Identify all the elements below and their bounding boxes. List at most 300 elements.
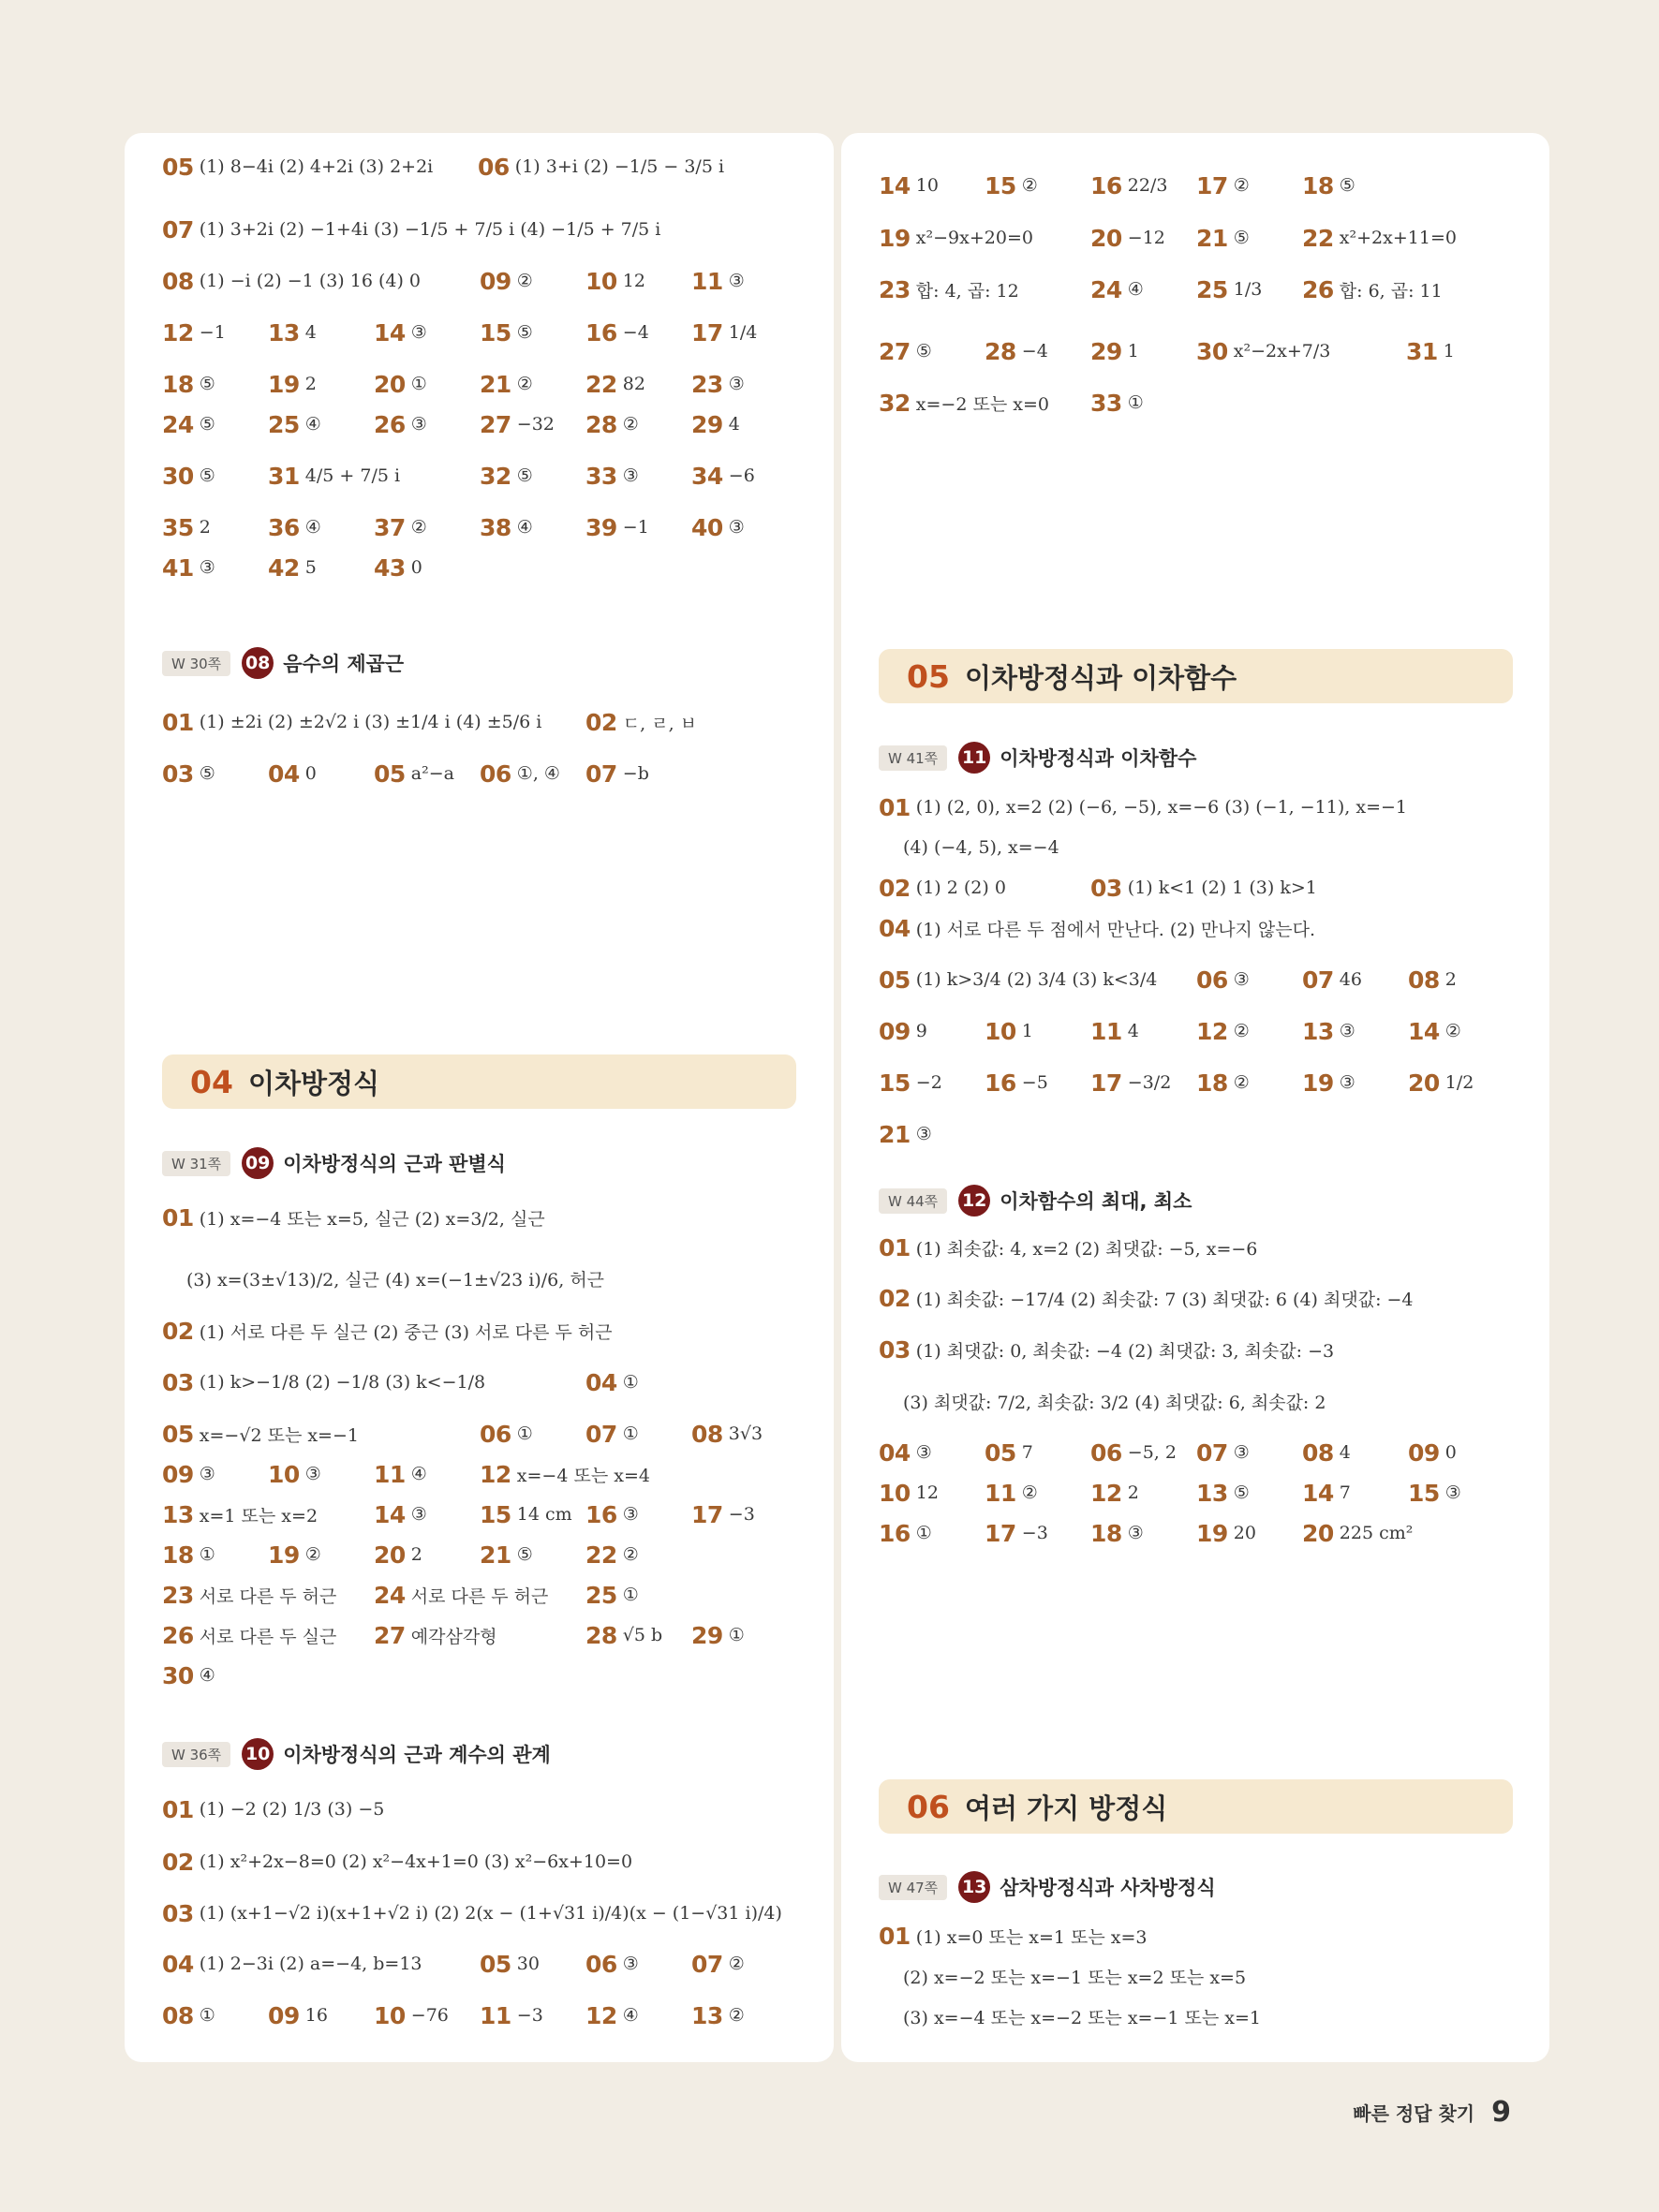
chapter-title: 이차방정식과 이차함수 — [964, 661, 1237, 694]
answer-item — [879, 907, 1315, 949]
answer-item — [268, 1995, 328, 2036]
answer-item — [903, 1380, 1326, 1422]
answer-text: −1 — [622, 517, 649, 538]
answer-item — [1302, 1472, 1351, 1513]
question-number: 33 — [585, 462, 617, 490]
answer-text: 225 cm² — [1339, 1523, 1414, 1543]
answer-text: ③ — [622, 1504, 639, 1525]
page-footer — [1353, 2096, 1511, 2129]
answer-item — [162, 455, 215, 496]
answer-text: 12 — [622, 271, 645, 291]
answer-text: 2 — [304, 374, 317, 394]
answer-text: 5 — [304, 557, 317, 578]
answer-text: ① — [199, 2005, 215, 2026]
question-number: 05 — [374, 759, 406, 788]
answer-item — [1196, 269, 1262, 310]
answer-text: −4 — [622, 322, 649, 343]
question-number: 14 — [1302, 1479, 1334, 1507]
answer-text: ⑤ — [1339, 175, 1355, 196]
answer-text: 4/5 + 7/5 i — [304, 465, 401, 486]
answer-text: 9 — [915, 1021, 927, 1041]
answer-item — [1090, 269, 1144, 310]
answer-text: (1) (x+1−√2 i)(x+1+√2 i) (2) 2(x − (1+√31 i)/4)(x − (1−√31 i)/4) — [199, 1903, 782, 1924]
answer-item — [374, 1615, 497, 1656]
answer-text: 0 — [304, 763, 317, 784]
question-number: 05 — [162, 153, 194, 181]
answer-text: √5 b — [622, 1625, 663, 1645]
answer-item — [879, 331, 932, 372]
answer-item — [1302, 1010, 1355, 1052]
answer-item — [585, 1995, 639, 2036]
answer-text: ② — [728, 1954, 745, 1974]
answer-item — [585, 1534, 639, 1575]
question-number: 21 — [1196, 224, 1228, 252]
answer-item — [903, 1955, 1246, 1997]
answer-item — [879, 165, 939, 206]
answer-text: (1) 최솟값: 4, x=2 (2) 최댓값: −5, x=−6 — [915, 1238, 1258, 1260]
answer-text: ⑤ — [199, 763, 215, 784]
answer-item — [1408, 1432, 1457, 1473]
answer-item — [879, 217, 1033, 258]
answer-item — [162, 1655, 215, 1696]
footer-label: 빠른 정답 찾기 — [1353, 2102, 1475, 2125]
question-number: 17 — [1090, 1069, 1122, 1097]
answer-item — [879, 867, 1006, 908]
answer-text: (1) ±2i (2) ±2√2 i (3) ±1/4 i (4) ±5/6 i — [199, 712, 542, 732]
answer-text: 82 — [622, 374, 645, 394]
question-number: 37 — [374, 513, 406, 541]
answer-text: 0 — [1444, 1442, 1457, 1463]
question-number: 07 — [162, 215, 194, 243]
answer-text: (1) 8−4i (2) 4+2i (3) 2+2i — [199, 156, 434, 177]
answer-text: −32 — [516, 414, 555, 435]
answer-text: ③ — [622, 1954, 639, 1974]
answer-text: ①, ④ — [516, 763, 560, 784]
answer-item — [585, 753, 649, 794]
section-header — [879, 1868, 1216, 1906]
question-number: 32 — [480, 462, 511, 490]
question-number: 04 — [268, 759, 300, 788]
answer-item — [162, 701, 541, 743]
answer-item — [1090, 1472, 1139, 1513]
question-number: 24 — [374, 1581, 406, 1609]
section-header — [162, 644, 404, 682]
answer-item — [985, 1010, 1033, 1052]
answer-text: ⑤ — [199, 414, 215, 435]
question-number: 03 — [162, 1899, 194, 1927]
question-number: 08 — [162, 267, 194, 295]
question-number: 26 — [162, 1621, 194, 1649]
question-number: 05 — [162, 1420, 194, 1448]
answer-item — [268, 312, 317, 353]
answer-item — [374, 1494, 427, 1535]
answer-text: ③ — [915, 1442, 932, 1463]
question-number: 20 — [374, 370, 406, 398]
answer-text: (1) 3+i (2) −1/5 − 3/5 i — [514, 156, 725, 177]
answer-item — [268, 1453, 321, 1495]
answer-item — [1090, 867, 1317, 908]
question-number: 11 — [1090, 1017, 1122, 1045]
answer-text: (1) 서로 다른 두 점에서 만난다. (2) 만나지 않는다. — [915, 919, 1316, 940]
answer-text: −76 — [410, 2005, 449, 2026]
answer-text: 4 — [728, 414, 740, 435]
question-number: 04 — [585, 1368, 617, 1396]
answer-item — [879, 1062, 942, 1103]
question-number: 14 — [1408, 1017, 1440, 1045]
answer-text: 2 — [410, 1544, 422, 1565]
answer-text: ③ — [199, 557, 215, 578]
answer-text: 서로 다른 두 실근 — [199, 1626, 337, 1647]
answer-item — [480, 363, 533, 405]
answer-item — [1302, 165, 1355, 206]
answer-item — [691, 1494, 755, 1535]
answer-item — [691, 1615, 745, 1656]
question-number: 31 — [268, 462, 300, 490]
answer-item — [879, 1329, 1334, 1370]
answer-item — [162, 1789, 384, 1830]
answer-item — [374, 312, 427, 353]
answer-text: −3 — [516, 2005, 543, 2026]
answer-text: −1 — [199, 322, 226, 343]
section-number-badge: 12 — [958, 1185, 990, 1217]
answer-text: ④ — [304, 517, 321, 538]
left-answer-panel — [125, 133, 834, 2062]
answer-item — [1196, 1432, 1250, 1473]
answer-item — [879, 1227, 1257, 1268]
question-number: 06 — [480, 759, 511, 788]
answer-text: (1) 최댓값: 0, 최솟값: −4 (2) 최댓값: 3, 최솟값: −3 — [915, 1340, 1335, 1362]
answer-text: ③ — [410, 1504, 427, 1525]
answer-item — [879, 787, 1407, 828]
answer-item — [691, 455, 755, 496]
answer-item — [268, 404, 321, 445]
question-number: 09 — [162, 1460, 194, 1488]
question-number: 03 — [879, 1335, 911, 1364]
answer-text: ③ — [1444, 1482, 1461, 1503]
answer-item — [162, 260, 421, 302]
answer-item — [480, 1995, 543, 2036]
answer-text: 4 — [1127, 1021, 1139, 1041]
answer-item — [879, 1432, 932, 1473]
question-number: 13 — [1302, 1017, 1334, 1045]
section-number-badge: 08 — [242, 647, 274, 679]
question-number: 04 — [162, 1950, 194, 1978]
answer-item — [585, 404, 639, 445]
answer-item — [1090, 382, 1144, 423]
answer-item — [374, 507, 427, 548]
question-number: 40 — [691, 513, 723, 541]
answer-item — [1408, 1472, 1461, 1513]
question-number: 17 — [691, 318, 723, 347]
question-number: 35 — [162, 513, 194, 541]
chapter-banner — [879, 649, 1513, 703]
page-reference-tag: W 47쪽 — [879, 1875, 947, 1900]
section-title: 이차방정식의 근과 계수의 관계 — [283, 1744, 551, 1766]
chapter-number: 05 — [907, 657, 950, 695]
question-number: 21 — [480, 1541, 511, 1569]
page-reference-tag: W 44쪽 — [879, 1188, 947, 1214]
question-number: 05 — [879, 966, 911, 994]
answer-item — [480, 260, 533, 302]
question-number: 12 — [1196, 1017, 1228, 1045]
answer-text: 예각삼각형 — [410, 1626, 497, 1647]
answer-text: ⑤ — [199, 465, 215, 486]
question-number: 15 — [1408, 1479, 1440, 1507]
question-number: 12 — [1090, 1479, 1122, 1507]
question-number: 20 — [1090, 224, 1122, 252]
answer-text: −3/2 — [1127, 1072, 1172, 1093]
section-number-badge: 13 — [958, 1871, 990, 1903]
question-number: 23 — [879, 275, 911, 303]
answer-item — [985, 165, 1038, 206]
section-header — [879, 739, 1196, 776]
answer-text: 46 — [1339, 969, 1362, 990]
question-number: 16 — [985, 1069, 1016, 1097]
answer-item — [879, 1472, 939, 1513]
answer-item — [374, 1453, 427, 1495]
answer-text: (1) 2 (2) 0 — [915, 877, 1006, 898]
answer-text: ⑤ — [1233, 1482, 1250, 1503]
answer-text: ③ — [1127, 1523, 1144, 1543]
answer-text: x=−2 또는 x=0 — [915, 393, 1049, 415]
answer-item — [162, 1893, 782, 1934]
question-number: 02 — [162, 1317, 194, 1345]
question-number: 09 — [879, 1017, 911, 1045]
answer-text: ③ — [304, 1464, 321, 1484]
question-number: 10 — [268, 1460, 300, 1488]
answer-item — [162, 1534, 215, 1575]
answer-text: 30 — [516, 1954, 540, 1974]
answer-item — [162, 1310, 613, 1351]
answer-text: 22/3 — [1127, 175, 1168, 196]
question-number: 03 — [162, 759, 194, 788]
question-number: 31 — [1406, 337, 1438, 365]
answer-item — [480, 753, 560, 794]
answer-text: (1) (2, 0), x=2 (2) (−6, −5), x=−6 (3) (−1, −11), x=−1 — [915, 797, 1407, 818]
answer-text: ③ — [1339, 1021, 1355, 1041]
answer-item — [480, 1494, 572, 1535]
answer-item — [1196, 331, 1330, 372]
answer-text: 14 cm — [516, 1504, 572, 1525]
answer-text: ① — [622, 1585, 639, 1605]
answer-text: ③ — [1339, 1072, 1355, 1093]
question-number: 14 — [374, 318, 406, 347]
answer-text: ③ — [622, 465, 639, 486]
answer-item — [903, 827, 1059, 868]
answer-item — [480, 455, 533, 496]
answer-text: (1) k>−1/8 (2) −1/8 (3) k<−1/8 — [199, 1372, 486, 1393]
answer-text: (1) −2 (2) 1/3 (3) −5 — [199, 1799, 385, 1820]
answer-item — [1302, 1512, 1413, 1554]
answer-item — [162, 1995, 215, 2036]
answer-item — [162, 1362, 485, 1403]
question-number: 06 — [585, 1950, 617, 1978]
question-number: 30 — [162, 462, 194, 490]
answer-item — [585, 1413, 639, 1454]
question-number: 09 — [268, 2001, 300, 2029]
answer-item — [374, 404, 427, 445]
question-number: 13 — [162, 1500, 194, 1528]
question-number: 12 — [162, 318, 194, 347]
answer-text: ⑤ — [1233, 228, 1250, 248]
question-number: 25 — [1196, 275, 1228, 303]
chapter-number: 06 — [907, 1788, 950, 1825]
question-number: 42 — [268, 553, 300, 582]
answer-text: (1) 3+2i (2) −1+4i (3) −1/5 + 7/5 i (4) −1/5 + 7/5 i — [199, 219, 661, 240]
answer-text: 1/3 — [1233, 279, 1263, 300]
answer-text: ① — [516, 1423, 533, 1444]
answer-item — [585, 363, 645, 405]
question-number: 10 — [985, 1017, 1016, 1045]
page-reference-tag: W 30쪽 — [162, 651, 230, 676]
answer-text: ② — [1021, 1482, 1038, 1503]
answer-item — [1302, 269, 1443, 310]
answer-item — [691, 363, 745, 405]
page-number: 9 — [1491, 2096, 1511, 2129]
answer-text: 2 — [199, 517, 211, 538]
question-number: 29 — [1090, 337, 1122, 365]
answer-item — [268, 507, 321, 548]
question-number: 04 — [879, 1438, 911, 1467]
answer-item — [374, 363, 427, 405]
answer-item — [1090, 1010, 1139, 1052]
chapter-banner — [162, 1054, 796, 1109]
question-number: 09 — [480, 267, 511, 295]
answer-text: ③ — [1233, 1442, 1250, 1463]
answer-item — [1090, 1512, 1144, 1554]
question-number: 21 — [879, 1120, 911, 1148]
answer-text: 1 — [1021, 1021, 1033, 1041]
answer-text: ① — [915, 1523, 932, 1543]
answer-text: 서로 다른 두 허근 — [199, 1585, 337, 1607]
answer-text: ② — [1021, 175, 1038, 196]
answer-item — [1196, 1062, 1250, 1103]
question-number: 17 — [691, 1500, 723, 1528]
answer-item — [879, 1915, 1148, 1956]
section-header — [162, 1144, 506, 1182]
answer-item — [879, 382, 1049, 423]
question-number: 16 — [1090, 171, 1122, 199]
question-number: 23 — [691, 370, 723, 398]
answer-text: (3) x=(3±√13)/2, 실근 (4) x=(−1±√23 i)/6, 허근 — [186, 1269, 605, 1290]
answer-item — [1196, 165, 1250, 206]
answer-text: ⑤ — [915, 341, 932, 361]
answer-text: −5, 2 — [1127, 1442, 1177, 1463]
answer-item — [691, 1943, 745, 1984]
answer-item — [585, 1494, 639, 1535]
question-number: 25 — [268, 410, 300, 438]
answer-item — [1408, 1062, 1474, 1103]
answer-text: −2 — [915, 1072, 942, 1093]
answer-text: ① — [410, 374, 427, 394]
question-number: 24 — [162, 410, 194, 438]
answer-text: x²+2x+11=0 — [1339, 228, 1457, 248]
answer-text: −b — [622, 763, 649, 784]
question-number: 05 — [480, 1950, 511, 1978]
question-number: 11 — [985, 1479, 1016, 1507]
answer-item — [374, 753, 454, 794]
answer-item — [268, 455, 400, 496]
answer-text: ① — [728, 1625, 745, 1645]
answer-text: ② — [516, 271, 533, 291]
answer-item — [1090, 1432, 1177, 1473]
answer-text: (1) x=0 또는 x=1 또는 x=3 — [915, 1926, 1148, 1948]
question-number: 25 — [585, 1581, 617, 1609]
section-number-badge: 11 — [958, 742, 990, 774]
question-number: 08 — [162, 2001, 194, 2029]
answer-item — [480, 507, 533, 548]
answer-text: 10 — [915, 175, 939, 196]
answer-text: ② — [622, 414, 639, 435]
answer-text: (1) 서로 다른 두 실근 (2) 중근 (3) 서로 다른 두 허근 — [199, 1321, 613, 1343]
question-number: 18 — [1302, 171, 1334, 199]
answer-item — [1196, 959, 1250, 1000]
answer-text: ② — [728, 2005, 745, 2026]
answer-item — [585, 507, 649, 548]
answer-item — [480, 1453, 650, 1495]
section-title: 이차방정식의 근과 판별식 — [283, 1153, 506, 1175]
question-number: 16 — [585, 318, 617, 347]
answer-item — [374, 1995, 449, 2036]
answer-text: ⑤ — [516, 465, 533, 486]
answer-text: 1/4 — [728, 322, 758, 343]
question-number: 16 — [585, 1500, 617, 1528]
answer-text: x=−4 또는 x=4 — [516, 1465, 650, 1486]
answer-item — [985, 1062, 1048, 1103]
answer-item — [478, 146, 724, 187]
page-reference-tag: W 36쪽 — [162, 1742, 230, 1767]
answer-item — [162, 146, 433, 187]
answer-item — [162, 753, 215, 794]
answer-text: x²−9x+20=0 — [915, 228, 1033, 248]
question-number: 20 — [374, 1541, 406, 1569]
answer-item — [480, 1413, 533, 1454]
answer-item — [1302, 959, 1362, 1000]
question-number: 10 — [879, 1479, 911, 1507]
answer-item — [1090, 1062, 1171, 1103]
answer-text: 1 — [1443, 341, 1455, 361]
question-number: 13 — [1196, 1479, 1228, 1507]
question-number: 02 — [162, 1848, 194, 1876]
question-number: 17 — [1196, 171, 1228, 199]
answer-text: ⑤ — [516, 322, 533, 343]
answer-item — [162, 1453, 215, 1495]
answer-text: x²−2x+7/3 — [1233, 341, 1331, 361]
question-number: 20 — [1302, 1519, 1334, 1547]
answer-text: ⑤ — [199, 374, 215, 394]
answer-text: ④ — [1127, 279, 1144, 300]
answer-text: 4 — [1339, 1442, 1351, 1463]
answer-item — [374, 547, 422, 588]
question-number: 20 — [1408, 1069, 1440, 1097]
question-number: 15 — [480, 318, 511, 347]
question-number: 01 — [162, 1203, 194, 1231]
question-number: 19 — [1302, 1069, 1334, 1097]
question-number: 22 — [585, 370, 617, 398]
answer-item — [691, 312, 757, 353]
answer-text: ② — [1444, 1021, 1461, 1041]
answer-item — [879, 269, 1019, 310]
question-number: 33 — [1090, 389, 1122, 417]
answer-item — [879, 1010, 927, 1052]
answer-text: (1) x²+2x−8=0 (2) x²−4x+1=0 (3) x²−6x+10=0 — [199, 1851, 633, 1872]
answer-item — [162, 1841, 632, 1882]
answer-item — [268, 363, 317, 405]
answer-item — [691, 404, 740, 445]
answer-item — [879, 1512, 932, 1554]
answer-text: 합: 6, 곱: 11 — [1339, 280, 1443, 302]
section-title: 삼차방정식과 사차방정식 — [1000, 1877, 1216, 1899]
